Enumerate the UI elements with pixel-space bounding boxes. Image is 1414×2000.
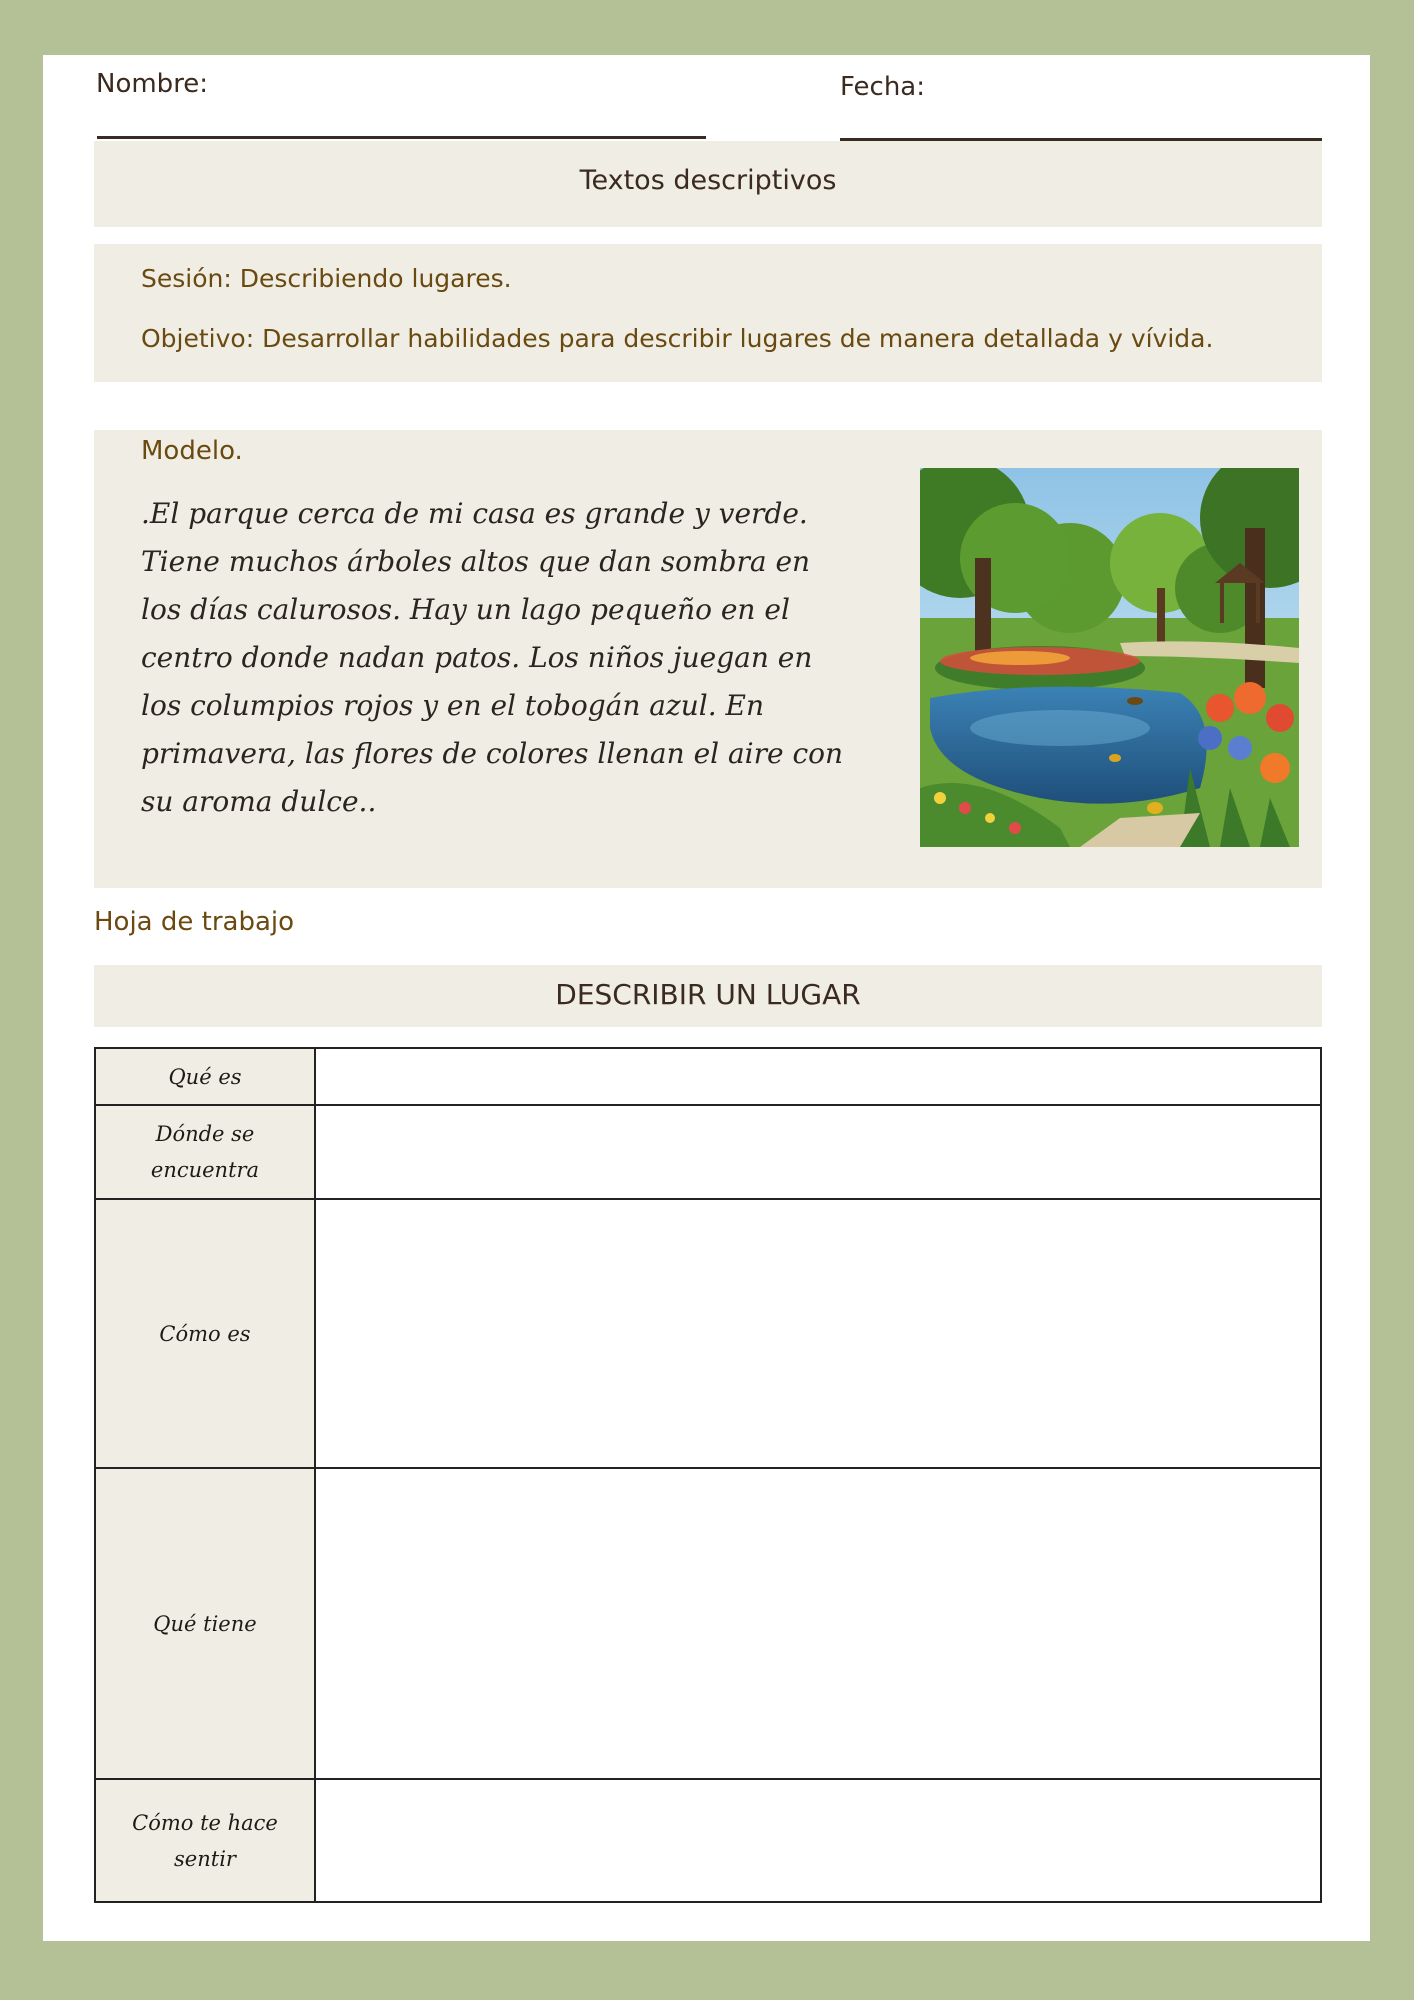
worksheet-table: [94, 1047, 1322, 1903]
model-line: .El parque cerca de mi casa es grande y verde.: [141, 497, 808, 530]
name-label: Nombre:: [96, 69, 209, 99]
row-label-como-es: Cómo es: [95, 1199, 315, 1468]
model-heading: Modelo.: [141, 436, 243, 466]
answer-cell-que-es[interactable]: [315, 1048, 1321, 1105]
table-row: [95, 1199, 1321, 1468]
title-banner: [94, 141, 1322, 227]
model-line: los días calurosos. Hay un lago pequeño en el: [141, 593, 790, 626]
answer-cell-como-te-hace-sentir[interactable]: [315, 1779, 1321, 1902]
name-line[interactable]: [97, 136, 706, 139]
page-title: Textos descriptivos: [579, 165, 837, 196]
model-line: primavera, las flores de colores llenan el aire con: [141, 737, 844, 770]
date-label: Fecha:: [840, 72, 925, 102]
row-label-que-es: Qué es: [95, 1048, 315, 1105]
worksheet-banner-title: DESCRIBIR UN LUGAR: [555, 978, 861, 1011]
session-panel: [94, 244, 1322, 382]
model-panel: [94, 430, 1322, 888]
table-row: [95, 1105, 1321, 1199]
model-line: los columpios rojos y en el tobogán azul. En: [141, 689, 765, 722]
answer-cell-que-tiene[interactable]: [315, 1468, 1321, 1779]
model-line: Tiene muchos árboles altos que dan sombra en: [141, 545, 811, 578]
park-illustration: [920, 468, 1299, 847]
answer-cell-como-es[interactable]: [315, 1199, 1321, 1468]
worksheet-banner: [94, 965, 1322, 1027]
table-row: [95, 1779, 1321, 1902]
model-paragraph: [141, 490, 901, 826]
table-row: [95, 1468, 1321, 1779]
row-label-donde-se-encuentra: Dónde se encuentra: [95, 1105, 315, 1199]
worksheet-heading: Hoja de trabajo: [94, 907, 295, 937]
row-label-como-te-hace-sentir: Cómo te hace sentir: [95, 1779, 315, 1902]
model-line: centro donde nadan patos. Los niños juegan en: [141, 641, 813, 674]
model-line: su aroma dulce..: [141, 785, 377, 818]
row-label-que-tiene: Qué tiene: [95, 1468, 315, 1779]
worksheet-page: [43, 55, 1370, 1941]
session-title: Sesión: Describiendo lugares.: [141, 264, 512, 293]
table-row: [95, 1048, 1321, 1105]
answer-cell-donde-se-encuentra[interactable]: [315, 1105, 1321, 1199]
objective-text: Objetivo: Desarrollar habilidades para describir lugares de manera detallada y vívida.: [141, 324, 1214, 353]
